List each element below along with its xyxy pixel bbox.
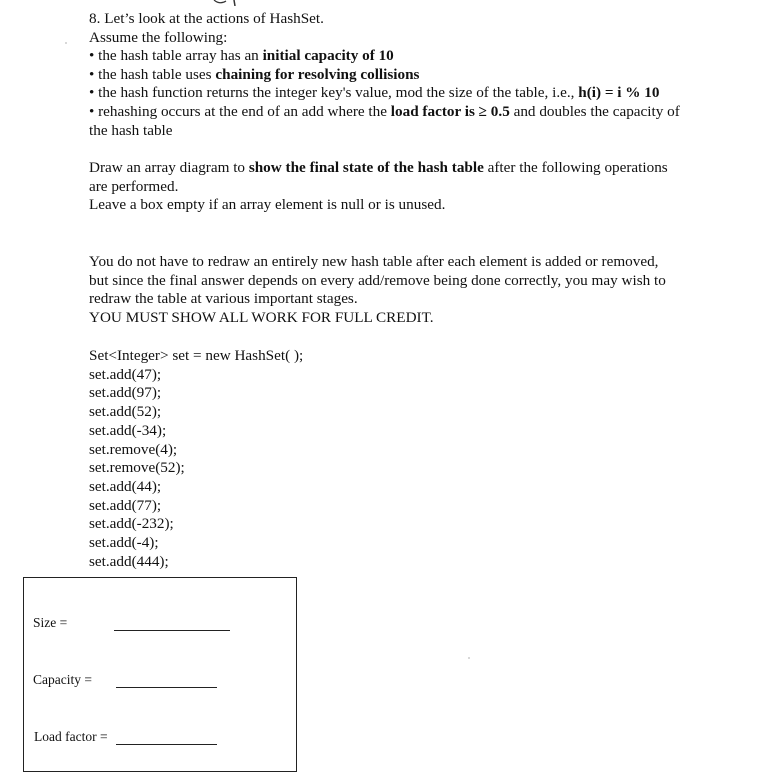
code-line: set.add(444); (89, 552, 169, 570)
scan-mark-top (210, 0, 250, 6)
bullet-chaining-bold: chaining for resolving collisions (215, 65, 420, 83)
draw-pre: Draw an array diagram to (89, 159, 249, 177)
code-line: Set<Integer> set = new HashSet( ); (89, 347, 304, 364)
code-line: set.add(77); (89, 496, 162, 514)
bullet-chaining (89, 66, 719, 85)
code-line: set.add(-34); (89, 421, 167, 439)
code-line: set.add(-232); (89, 515, 174, 533)
bullet-rehashing (89, 103, 719, 122)
load-factor-label: Load factor = (34, 729, 108, 744)
bullet-hash-bold: h(i) = i % 10 (578, 84, 660, 102)
scan-speck (65, 42, 67, 44)
bullet-rehash-post: and doubles the capacity of (509, 102, 680, 120)
code-line: set.add(-4); (89, 534, 159, 552)
draw-instruction-cont: are performed. (89, 177, 179, 195)
code-line: set.add(52); (89, 403, 162, 421)
bullet-capacity-text: • the hash table array has an (89, 47, 263, 65)
code-line: set.add(97); (89, 384, 162, 402)
size-blank[interactable] (114, 630, 230, 631)
bullet-capacity-bold: initial capacity of 10 (262, 47, 394, 65)
empty-box-instruction: Leave a box empty if an array element is null or is unused. (89, 196, 446, 214)
code-listing (89, 347, 303, 571)
code-line: set.remove(4); (89, 440, 178, 458)
answer-box (23, 577, 297, 772)
capacity-blank[interactable] (116, 687, 217, 688)
bullet-rehash-bold: load factor is ≥ 0.5 (390, 102, 510, 120)
load-factor-blank[interactable] (116, 744, 217, 745)
show-work-line: YOU MUST SHOW ALL WORK FOR FULL CREDIT. (89, 308, 434, 326)
redraw-line-2: but since the final answer depends on every add/remove being done correctly, you may wish to (89, 271, 666, 289)
question-title: 8. Let’s look at the actions of HashSet. (89, 10, 324, 27)
capacity-label: Capacity = (33, 672, 92, 687)
redraw-line-1: You do not have to redraw an entirely new hash table after each element is added or removed, (89, 252, 659, 270)
size-label: Size = (33, 615, 68, 630)
bullet-rehashing-cont: the hash table (89, 121, 173, 139)
bullet-chaining-text: • the hash table uses (89, 65, 216, 83)
bullet-rehash-text: • rehashing occurs at the end of an add where the (89, 102, 391, 120)
bullet-hash-function (89, 84, 719, 103)
scan-speck (468, 657, 470, 659)
draw-bold: show the final state of the hash table (248, 159, 484, 177)
bullet-hash-text: • the hash function returns the integer key's value, mod the size of the table, i.e., (89, 84, 579, 102)
question-text (89, 10, 719, 327)
bullet-capacity (89, 47, 719, 66)
assume-line: Assume the following: (89, 28, 228, 46)
spacer (89, 140, 719, 159)
code-line: set.add(47); (89, 365, 162, 383)
code-line: set.add(44); (89, 477, 162, 495)
redraw-line-3: redraw the table at various important stages. (89, 290, 358, 308)
draw-post: after the following operations (483, 159, 668, 177)
code-line: set.remove(52); (89, 459, 185, 477)
spacer (89, 215, 719, 253)
draw-instruction (89, 159, 719, 178)
